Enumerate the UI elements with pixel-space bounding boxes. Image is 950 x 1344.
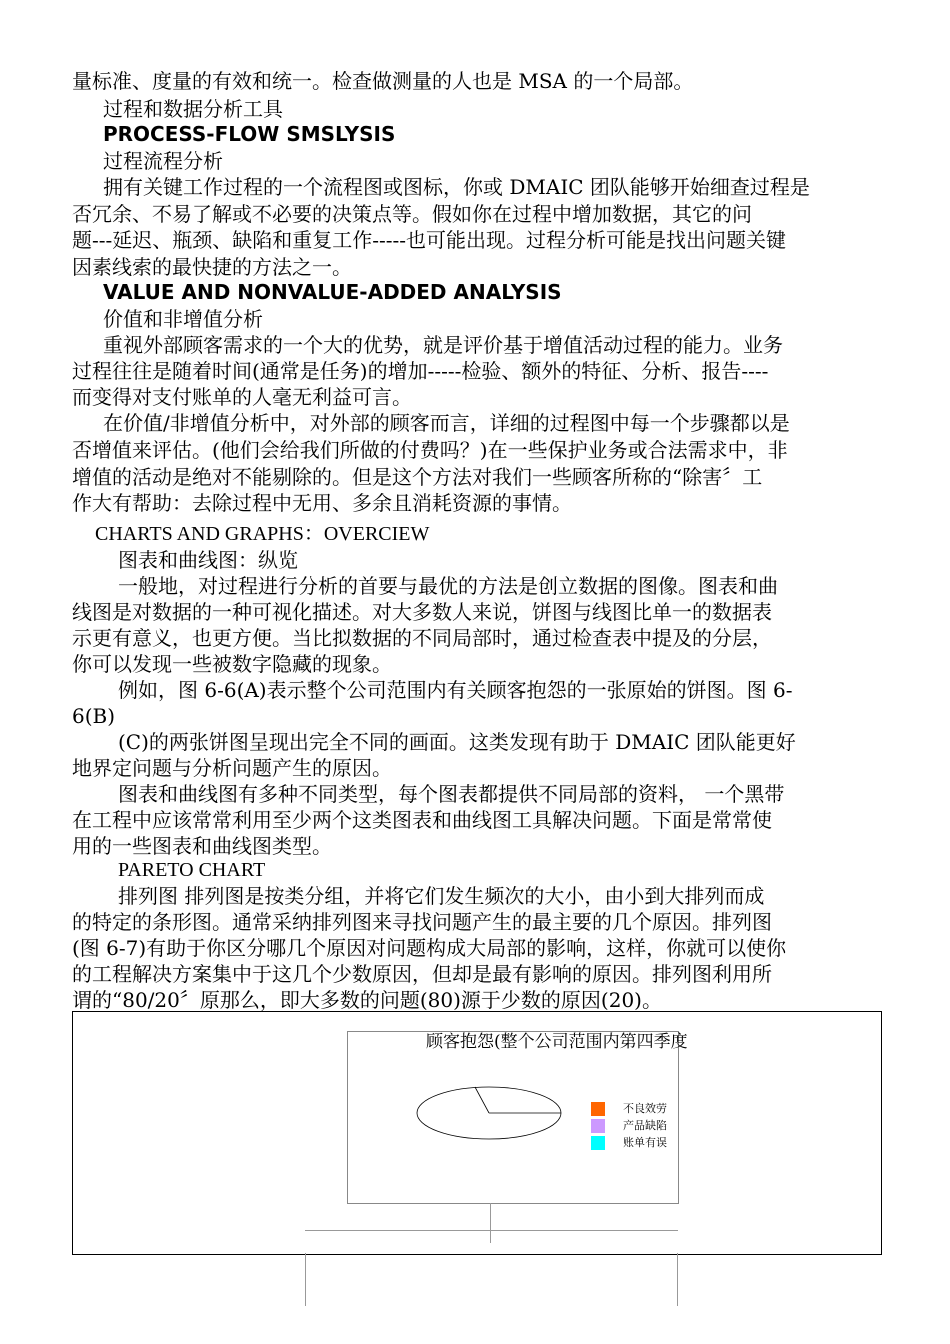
section-title-en: CHARTS AND GRAPHS：OVERCIEW <box>95 523 430 545</box>
paragraph-line: 6(B) <box>72 704 116 728</box>
paragraph-line: 谓的“80/20〞原那么，即大多数的问题(80)源于少数的原因(20)。 <box>72 988 662 1012</box>
connector-vertical <box>490 1203 491 1243</box>
paragraph-line: 示更有意义，也更方便。当比拟数据的不同局部时，通过检查表中提及的分层， <box>72 626 772 650</box>
paragraph-line: 量标准、度量的有效和统一。检查做测量的人也是 MSA 的一个局部。 <box>72 69 694 93</box>
section-title-cn: 过程流程分析 <box>103 149 223 173</box>
paragraph-line: 重视外部顾客需求的一个大的优势，就是评价基于增值活动过程的能力。业务 <box>103 333 783 357</box>
legend-label: 不良效劳 <box>623 1102 667 1115</box>
legend-swatch <box>591 1136 605 1150</box>
paragraph-line: 的工程解决方案集中于这几个少数原因，但却是最有影响的原因。排列图利用所 <box>72 962 772 986</box>
paragraph-line: 图表和曲线图有多种不同类型，每个图表都提供不同局部的资料， 一个黑带 <box>118 782 785 806</box>
paragraph-line: 而变得对支付账单的人毫无利益可言。 <box>72 385 412 409</box>
legend-swatch <box>591 1102 605 1116</box>
paragraph-line: 的特定的条形图。通常采纳排列图来寻找问题产生的最主要的几个原因。排列图 <box>72 910 772 934</box>
paragraph-line: 例如，图 6-6(A)表示整个公司范围内有关顾客抱怨的一张原始的饼图。图 6- <box>118 678 793 702</box>
paragraph-line: (图 6-7)有助于你区分哪几个原因对问题构成大局部的影响，这样，你就可以使你 <box>72 936 787 960</box>
paragraph-line: 一般地，对过程进行分析的首要与最优的方法是创立数据的图像。图表和曲 <box>118 574 778 598</box>
paragraph-line: 否增值来评估。(他们会给我们所做的付费吗？)在一些保护业务或合法需求中，非 <box>72 438 788 462</box>
section-title-cn: 图表和曲线图：纵览 <box>118 548 298 572</box>
paragraph-line: 你可以发现一些被数字隐藏的现象。 <box>72 652 392 676</box>
paragraph-line: 在工程中应该常常利用至少两个这类图表和曲线图工具解决问题。下面是常常使 <box>72 808 772 832</box>
section-title-cn: 价值和非增值分析 <box>103 307 263 331</box>
legend-label: 账单有误 <box>623 1136 667 1149</box>
paragraph-line: 作大有帮助：去除过程中无用、多余且消耗资源的事情。 <box>72 491 572 515</box>
connector-vertical <box>305 1253 306 1306</box>
paragraph-line: 地界定问题与分析问题产生的原因。 <box>72 756 392 780</box>
paragraph-line: 否冗余、不易了解或不必要的决策点等。假如你在过程中增加数据，其它的问 <box>72 202 752 226</box>
pie-chart <box>414 1082 564 1142</box>
paragraph-line: 因素线索的最快捷的方法之一。 <box>72 255 352 279</box>
paragraph-line: 增值的活动是绝对不能剔除的。但是这个方法对我们一些顾客所称的“除害〞工 <box>72 465 763 489</box>
legend-swatch <box>591 1119 605 1133</box>
chart-title: 顾客抱怨(整个公司范围内第四季度 <box>426 1032 688 1052</box>
paragraph-line: 用的一些图表和曲线图类型。 <box>72 834 332 858</box>
paragraph-line: 题---延迟、瓶颈、缺陷和重复工作-----也可能出现。过程分析可能是找出问题关键 <box>72 228 787 252</box>
paragraph-line: 过程往往是随着时间(通常是任务)的增加-----检验、额外的特征、分析、报告---- <box>72 359 769 383</box>
connector-horizontal <box>305 1230 678 1231</box>
paragraph-line: 拥有关键工作过程的一个流程图或图标，你或 DMAIC 团队能够开始细查过程是 <box>103 175 810 199</box>
paragraph-line: (C)的两张饼图呈现出完全不同的画面。这类发现有助于 DMAIC 团队能更好 <box>118 730 796 754</box>
section-title-en: PARETO CHART <box>118 859 266 881</box>
pie-slice-edge <box>475 1087 489 1113</box>
paragraph-line: 在价值/非增值分析中，对外部的顾客而言，详细的过程图中每一个步骤都以是 <box>103 411 790 435</box>
paragraph-line: 线图是对数据的一种可视化描述。对大多数人来说，饼图与线图比单一的数据表 <box>72 600 772 624</box>
section-title-en: PROCESS-FLOW SMSLYSIS <box>103 122 396 146</box>
legend-label: 产品缺陷 <box>623 1119 667 1132</box>
section-title-cn: 过程和数据分析工具 <box>103 97 283 121</box>
section-title-en: VALUE AND NONVALUE-ADDED ANALYSIS <box>103 280 562 304</box>
connector-vertical <box>677 1253 678 1306</box>
paragraph-line: 排列图 排列图是按类分组，并将它们发生频次的大小，由小到大排列而成 <box>118 884 765 908</box>
